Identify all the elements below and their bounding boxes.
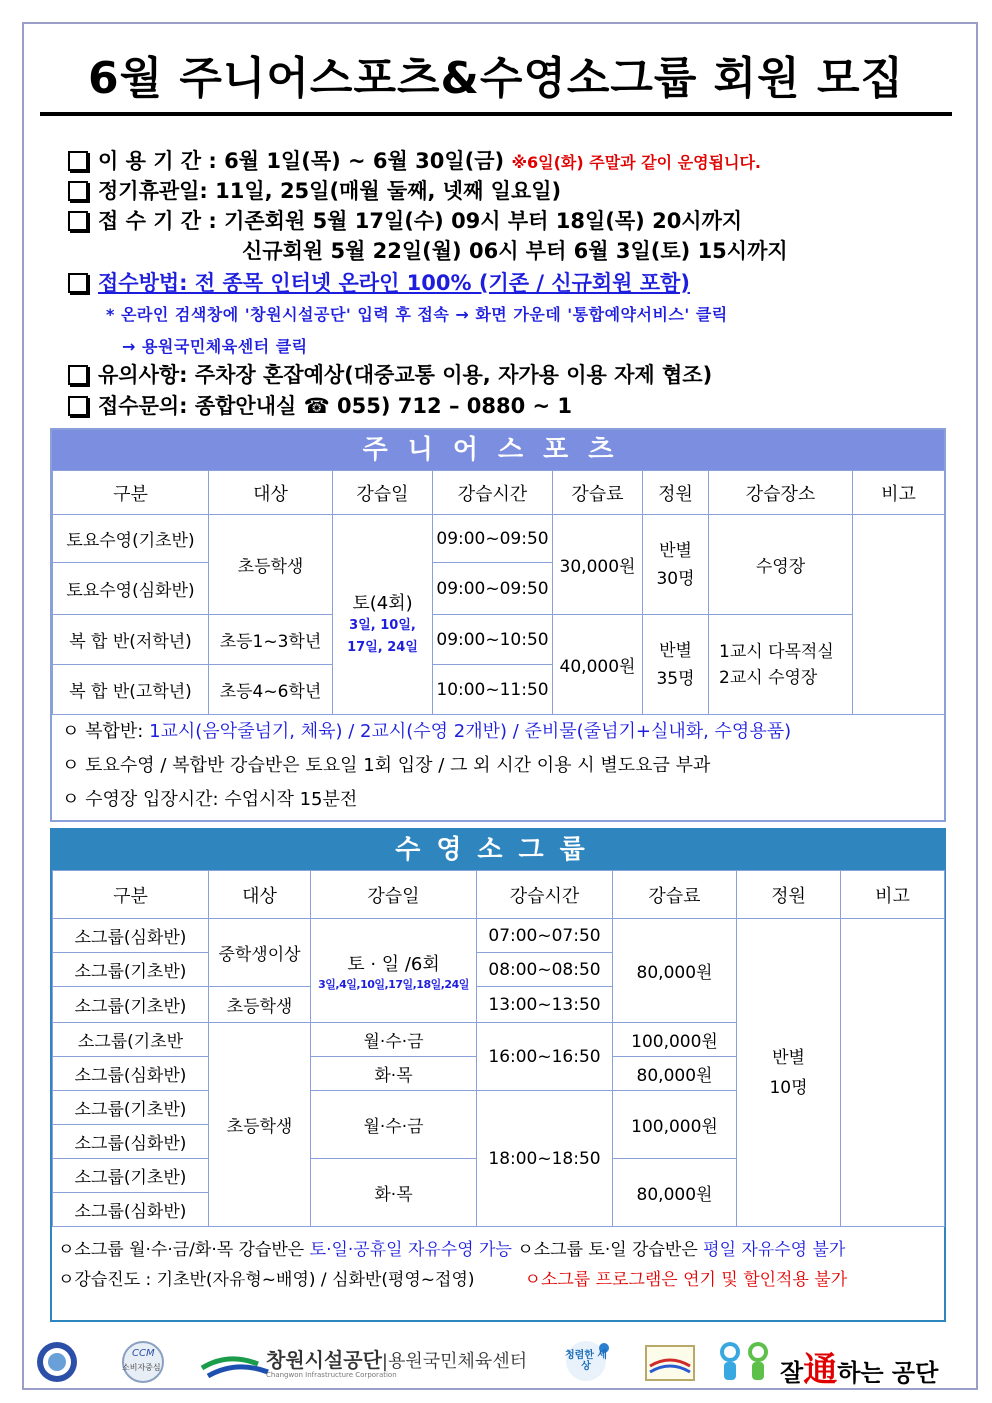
junior-note-1: ㅇ 복합반: 1교시(음악줄넘기, 체육) / 2교시(수영 2개반) / 준비물(줄넘기+실내화, 수영용품) <box>62 721 792 742</box>
junior-header-row <box>53 471 945 515</box>
time-cell: 18:00~18:50 <box>477 1091 613 1227</box>
info-contact: 접수문의: 종합안내실 ☎ 055) 712 – 0880 ~ 1 <box>68 391 968 421</box>
junior-note-3: ㅇ 수영장 입장시간: 수업시작 15분전 <box>62 789 358 810</box>
day-cell: 월·수·금 <box>311 1091 477 1159</box>
info-reception: 접 수 기 간 : 기존회원 5월 17일(수) 09시 부터 18일(목) 20시까지 <box>68 206 968 236</box>
info-reception-new: 신규회원 5월 22일(월) 06시 부터 6월 3일(토) 15시까지 <box>242 239 788 263</box>
slogan-label: 잘通하는 공단 <box>780 1350 939 1390</box>
flag-emblem-icon <box>644 1344 696 1382</box>
method-note-1: * 온라인 검색창에 '창원시설공단' 입력 후 접속 → 화면 가운데 '통합예약서비스' 클릭 <box>106 305 728 324</box>
target-cell: 초등학생 <box>209 987 311 1023</box>
checkbox-icon <box>68 273 88 293</box>
checkbox-icon <box>68 181 88 201</box>
fee-cell: 80,000원 <box>613 1159 737 1227</box>
header-cell: 강습시간 <box>433 471 553 515</box>
class-name: 토요수영(심화반) <box>53 563 209 615</box>
header-cell: 강습료 <box>553 471 643 515</box>
certification-seal-icon <box>28 1340 86 1384</box>
remark-cell <box>841 919 945 1227</box>
day-cell: 토(4회) 3일, 10일, 17일, 24일 <box>333 515 433 715</box>
header-cell: 강습료 <box>613 871 737 919</box>
time-cell: 10:00~11:50 <box>433 665 553 715</box>
class-name: 소그룹(기초반) <box>53 1091 209 1125</box>
target-cell: 중학생이상 <box>209 919 311 987</box>
checkbox-icon <box>68 211 88 231</box>
class-name: 소그룹(심화반) <box>53 1057 209 1091</box>
clean-world-logo-icon: 청렴한 세상 <box>558 1338 614 1384</box>
capacity-cell: 반별 35명 <box>643 615 709 715</box>
class-name: 소그룹(기초반) <box>53 987 209 1023</box>
header-cell: 강습일 <box>333 471 433 515</box>
header-cell: 정원 <box>737 871 841 919</box>
junior-heading: 주니어스포츠 <box>52 430 944 470</box>
junior-note-2: ㅇ 토요수영 / 복합반 강습반은 토요일 1회 입장 / 그 외 시간 이용 시 별도요금 부과 <box>62 755 711 776</box>
header-cell: 대상 <box>209 471 333 515</box>
header-cell: 비고 <box>841 871 945 919</box>
time-cell: 09:00~10:50 <box>433 615 553 665</box>
group-note-1: ㅇ소그룹 월·수·금/화·목 강습반은 토·일·공휴일 자유수영 가능 ㅇ소그룹 토·일 강습반은 평일 자유수영 불가 <box>58 1240 846 1260</box>
org-name-label: 창원시설공단|용원국민체육센터 Changwon Infrastructure Corporation <box>266 1348 528 1379</box>
class-name: 소그룹(심화반) <box>53 919 209 953</box>
info-caution: 유의사항: 주차장 혼잡예상(대중교통 이용, 자가용 이용 자제 협조) <box>68 360 968 390</box>
page-title: 6월 주니어스포츠&수영소그룹 회원 모집 <box>40 50 952 116</box>
table-row <box>53 919 945 953</box>
place-cell: 수영장 <box>709 515 853 615</box>
info-closed: 정기휴관일: 11일, 25일(매월 둘째, 넷째 일요일) <box>68 176 968 206</box>
class-name: 토요수영(기초반) <box>53 515 209 563</box>
junior-table <box>52 470 945 715</box>
target-cell: 초등학생 <box>209 1023 311 1227</box>
day-cell: 월·수·금 <box>311 1023 477 1057</box>
checkbox-icon <box>68 396 88 416</box>
header-cell: 비고 <box>853 471 945 515</box>
fee-cell: 80,000원 <box>613 1057 737 1091</box>
period-note: ※6일(화) 주말과 같이 운영됩니다. <box>511 153 762 172</box>
class-name: 소그룹(기초반) <box>53 953 209 987</box>
day-cell: 화·목 <box>311 1159 477 1227</box>
header-cell: 강습시간 <box>477 871 613 919</box>
group-note-2: ㅇ강습진도 : 기초반(자유형~배영) / 심화반(평영~접영) ㅇ소그룹 프로그램은 연기 및 할인적용 불가 <box>58 1270 848 1290</box>
group-table <box>52 870 945 1227</box>
junior-section <box>50 428 946 822</box>
checkbox-icon <box>68 151 88 171</box>
time-cell: 13:00~13:50 <box>477 987 613 1023</box>
table-row <box>53 615 945 665</box>
fee-cell: 100,000원 <box>613 1023 737 1057</box>
class-name: 소그룹(기초반) <box>53 1159 209 1193</box>
header-cell: 강습일 <box>311 871 477 919</box>
fee-cell: 100,000원 <box>613 1091 737 1159</box>
info-period: 이 용 기 간 : 6월 1일(목) ~ 6월 30일(금) ※6일(화) 주말과 같이 운영됩니다. <box>68 146 968 178</box>
ccm-badge-icon: CCM 소비자중심 <box>114 1340 172 1384</box>
group-header-row <box>53 871 945 919</box>
remark-cell <box>853 515 945 715</box>
class-name: 복 합 반(고학년) <box>53 665 209 715</box>
target-cell: 초등4~6학년 <box>209 665 333 715</box>
checkbox-icon <box>68 365 88 385</box>
fee-cell: 40,000원 <box>553 615 643 715</box>
header-cell: 대상 <box>209 871 311 919</box>
capacity-cell: 반별 30명 <box>643 515 709 615</box>
mascot-characters-icon <box>714 1338 774 1384</box>
class-name: 소그룹(심화반) <box>53 1193 209 1227</box>
header-cell: 구분 <box>53 471 209 515</box>
capacity-cell: 반별 10명 <box>737 919 841 1227</box>
place-cell: 1교시 다목적실 2교시 수영장 <box>709 615 853 715</box>
day-cell: 토 · 일 /6회 3일,4일,10일,17일,18일,24일 <box>311 919 477 1023</box>
header-cell: 구분 <box>53 871 209 919</box>
header-cell: 강습장소 <box>709 471 853 515</box>
fee-cell: 80,000원 <box>613 919 737 1023</box>
day-cell: 화·목 <box>311 1057 477 1091</box>
group-heading: 수영소그룹 <box>52 830 944 870</box>
method-note-2: → 용원국민체육센터 클릭 <box>122 337 308 356</box>
target-cell: 초등1~3학년 <box>209 615 333 665</box>
time-cell: 08:00~08:50 <box>477 953 613 987</box>
time-cell: 09:00~09:50 <box>433 563 553 615</box>
time-cell: 09:00~09:50 <box>433 515 553 563</box>
time-cell: 07:00~07:50 <box>477 919 613 953</box>
class-name: 소그룹(기초반 <box>53 1023 209 1057</box>
class-name: 복 합 반(저학년) <box>53 615 209 665</box>
class-name: 소그룹(심화반) <box>53 1125 209 1159</box>
fee-cell: 30,000원 <box>553 515 643 615</box>
header-cell: 정원 <box>643 471 709 515</box>
info-method: 접수방법: 전 종목 인터넷 온라인 100% (기존 / 신규회원 포함) <box>68 268 968 298</box>
table-row <box>53 515 945 563</box>
group-section <box>50 828 946 1322</box>
footer-logos <box>28 1338 958 1390</box>
target-cell: 초등학생 <box>209 515 333 615</box>
time-cell: 16:00~16:50 <box>477 1023 613 1091</box>
